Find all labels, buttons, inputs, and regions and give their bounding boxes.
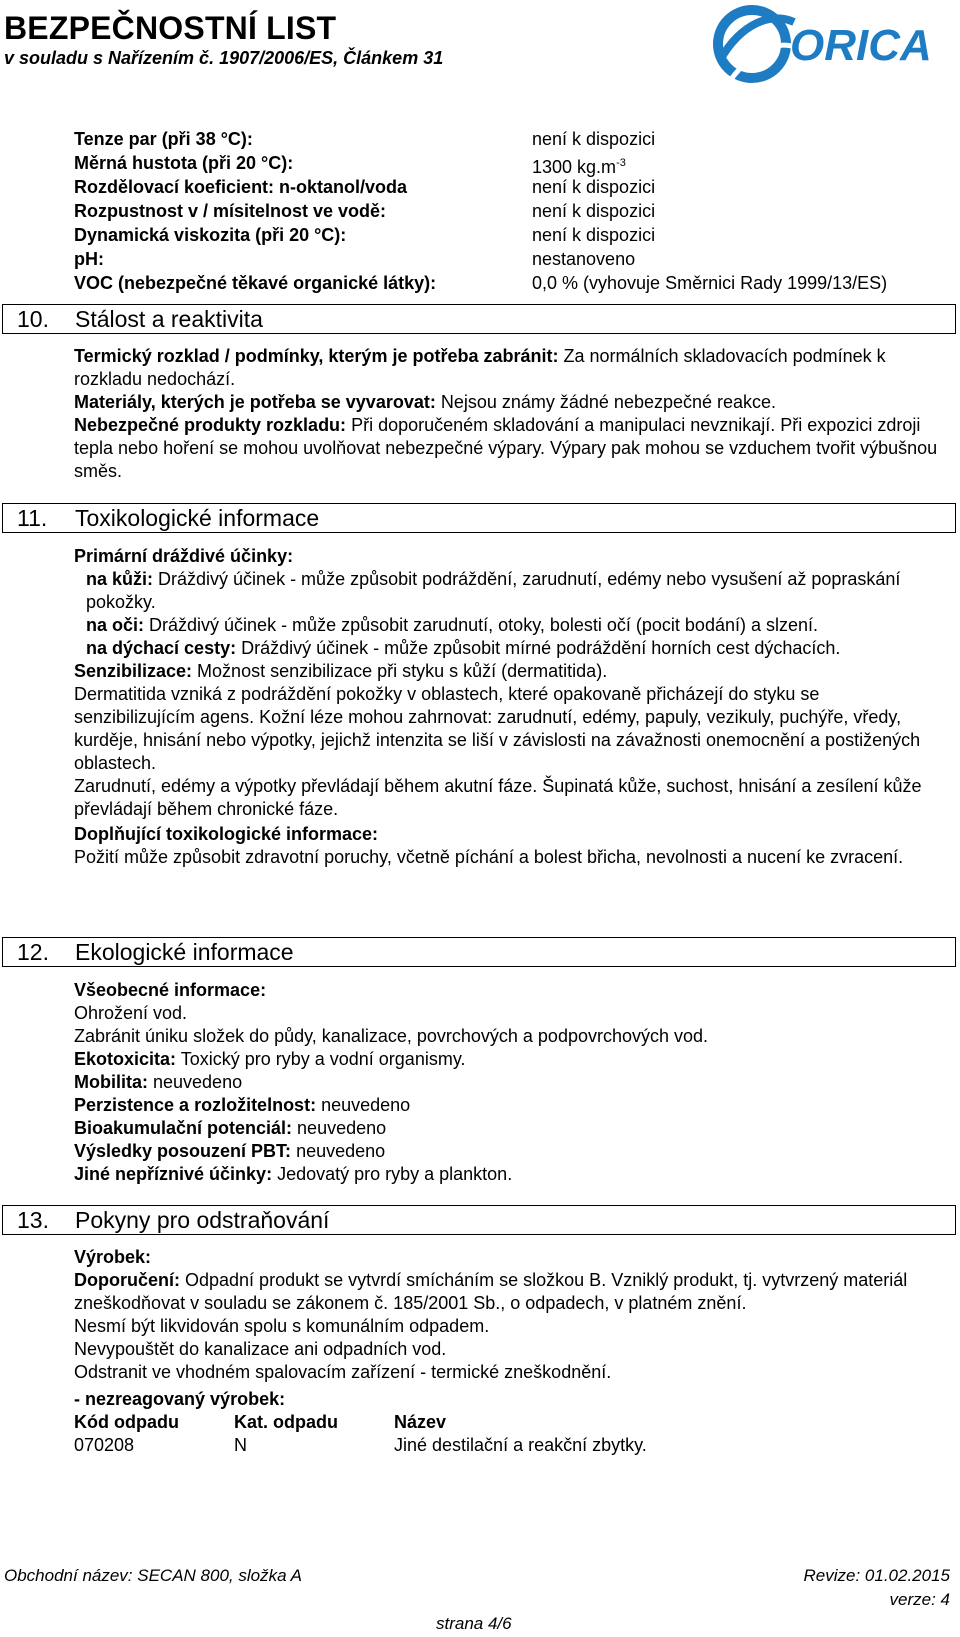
orica-logo-mark-icon xyxy=(718,10,794,78)
document-title: BEZPEČNOSTNÍ LIST xyxy=(4,10,337,46)
section-12-body: Všeobecné informace: Ohrožení vod. Zabránit úniku složek do půdy, kanalizace, povrchových a podpovrchových vod. Ekotoxicita: Toxický pro ryby a vodní organismy. Mobilita: neuvedeno Perzistence a rozložitelnost: neuvedeno Bioakumulační potenciál: neuvedeno Výsledky posouzení PBT: neuvedeno Jiné nepříznivé účinky: Jedovatý pro ryby a plankton. xyxy=(74,980,709,1184)
section-10-header: 10. Stálost a reaktivita xyxy=(2,304,956,334)
section-11-header: 11. Toxikologické informace xyxy=(2,503,956,533)
orica-logo xyxy=(712,2,958,84)
section-10-body: Termický rozklad / podmínky, kterým je potřeba zabránit: Za normálních skladovacích podmínek k rozkladu nedochází. Materiály, kterých je potřeba se vyvarovat: Nejsou známy žádné nebezpečné reakce. Nebezpečné produkty rozkladu: Při doporučeném skladování a manipulaci nevznikají. Při expozici zdroji tepla nebo hoření se mohou uvolňovat nebezpečné výpary. Výpary pak mohou se vzduchem tvořit výbušnou směs. xyxy=(74,346,938,481)
document-subtitle: v souladu s Nařízením č. 1907/2006/ES, Článkem 31 xyxy=(4,48,444,68)
waste-table-row: 070208 N Jiné destilační a reakční zbytky. xyxy=(74,1435,647,1455)
footer-trade-name: Obchodní název: SECAN 800, složka A xyxy=(4,1566,302,1585)
footer-version: verze: 4 xyxy=(889,1590,950,1609)
section-13-header: 13. Pokyny pro odstraňování xyxy=(2,1205,956,1235)
footer-page-number: strana 4/6 xyxy=(436,1614,512,1633)
orica-logo-text: ORICA xyxy=(790,21,932,70)
section-12-header: 12. Ekologické informace xyxy=(2,937,956,967)
section-11-body: Primární dráždivé účinky: na kůži: Dráždivý účinek - může způsobit podráždění, zarudnutí, edémy nebo vysušení až popraskání pokožky. na oči: Dráždivý účinek - může způsobit zarudnutí, otoky, bolesti očí (pocit bodání) a slzení. na dýchací cesty: Dráždivý účinek - může způsobit mírné podráždění horních cest dýchacích. Senzibilizace: Možnost senzibilizace při styku s kůží (dermatitida). Dermatitida vzniká z podráždění pokožky v oblastech, které opakovaně přicházejí do styku se senzibilizujícím agens. Kožní léze mohou zahrnovat: zarudnutí, edémy, papuly, vezikuly, puchýře, vředy, kurděje, hnisání nebo výpotky, jejichž intenzita se liší v závislosti na závažnosti onemocnění a postižených oblastech. Zarudnutí, edémy a výpotky převládají během akutní fáze. Šupinatá kůže, suchost, hnisání a zesílení kůže převládají během chronické fáze. Doplňující toxikologické informace: Požití může způsobit zdravotní poruchy, včetně píchání a bolest břicha, nevolnosti a nucení ke zvracení. xyxy=(74,546,922,867)
section-13-body: Výrobek: Doporučení: Odpadní produkt se vytvrdí smícháním se složkou B. Vzniklý produkt, tj. vytvrzený materiál zneškodňovat v souladu se zákonem č. 185/2001 Sb., o odpadech, v platném znění. Nesmí být likvidován spolu s komunálním odpadem. Nevypouštět do kanalizace ani odpadních vod. Odstranit ve vhodném spalovacím zařízení - termické zneškodnění. - nezreagovaný výrobek: Kód odpadu Kat. odpadu Název 070208 N Jiné destilační a reakční zbytky. xyxy=(74,1246,944,1457)
footer-revision: Revize: 01.02.2015 xyxy=(803,1566,950,1585)
waste-table-header: Kód odpadu Kat. odpadu Název xyxy=(74,1412,447,1432)
